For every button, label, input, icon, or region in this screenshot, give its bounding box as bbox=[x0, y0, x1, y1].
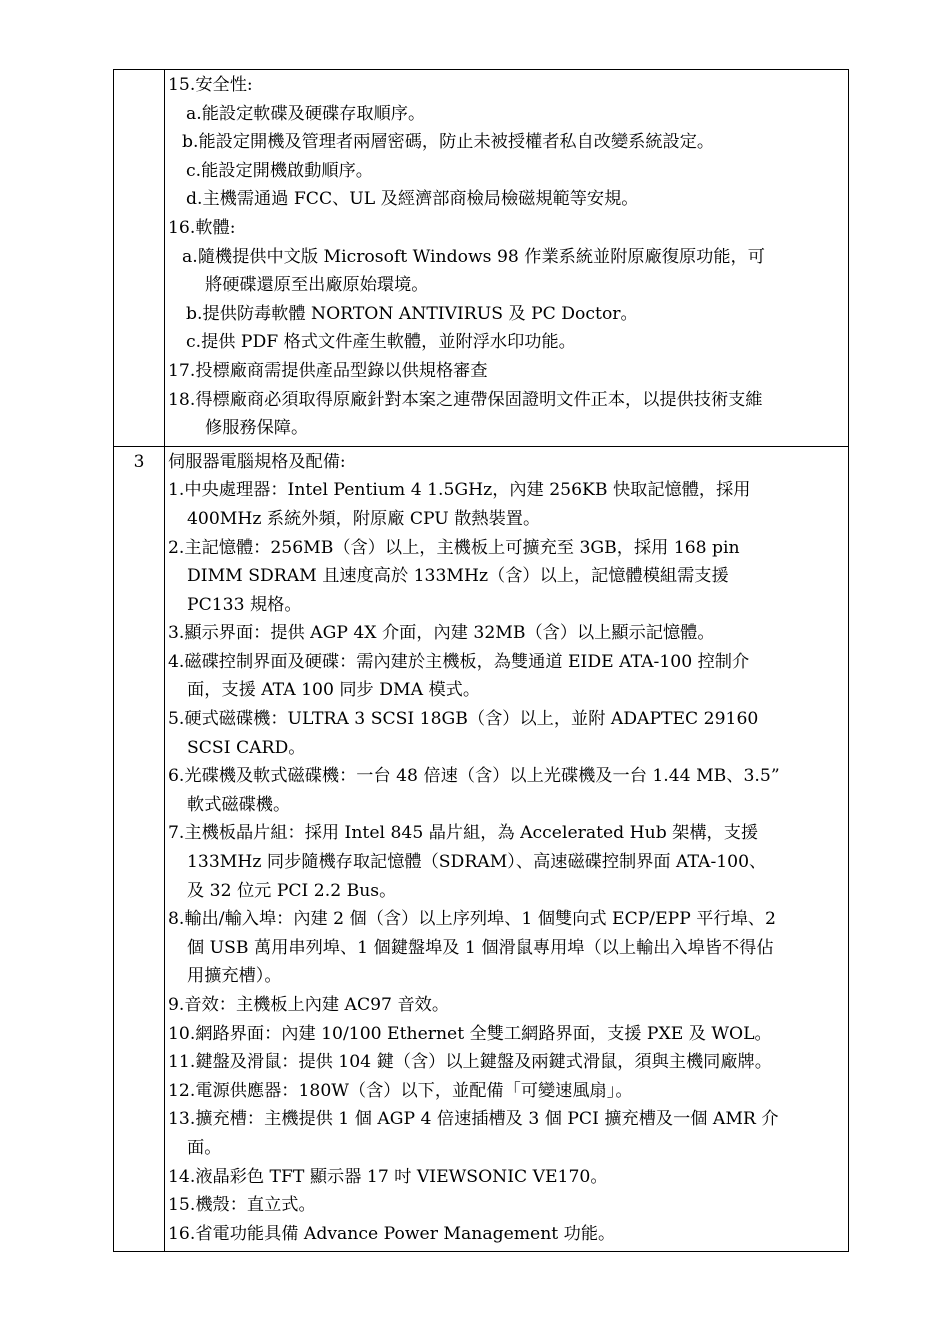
spec-line: 16.省電功能具備 Advance Power Management 功能。 bbox=[168, 1223, 616, 1244]
spec-line: 16.軟體: bbox=[168, 217, 236, 238]
spec-line: a.能設定軟碟及硬碟存取順序。 bbox=[186, 103, 426, 124]
spec-line: 9.音效：主機板上內建 AC97 音效。 bbox=[168, 995, 450, 1015]
spec-description-cell bbox=[165, 70, 849, 447]
spec-line: 個 USB 萬用串列埠、1 個鍵盤埠及 1 個滑鼠專用埠（以上輸出入埠皆不得佔 bbox=[187, 937, 774, 958]
spec-line: 7.主機板晶片組：採用 Intel 845 晶片組，為 Accelerated Hub 架構，支援 bbox=[168, 823, 759, 844]
spec-line: 5.硬式磁碟機：ULTRA 3 SCSI 18GB（含）以上，並附 ADAPTEC 29160 bbox=[168, 709, 759, 730]
spec-line: 及 32 位元 PCI 2.2 Bus。 bbox=[187, 880, 397, 901]
spec-line: 1.中央處理器：Intel Pentium 4 1.5GHz，內建 256KB 快取記憶體，採用 bbox=[168, 480, 751, 501]
spec-line: 12.電源供應器：180W（含）以下，並配備「可變速風扇」。 bbox=[168, 1080, 633, 1101]
spec-line: 軟式磁碟機。 bbox=[187, 794, 291, 815]
spec-line: 10.網路界面：內建 10/100 Ethernet 全雙工網路界面，支援 PXE 及 WOL。 bbox=[168, 1023, 772, 1044]
spec-line: 18.得標廠商必須取得原廠針對本案之連帶保固證明文件正本，以提供技術支維 bbox=[168, 389, 763, 410]
spec-line: 伺服器電腦規格及配備: bbox=[168, 451, 346, 472]
spec-line: 將硬碟還原至出廠原始環境。 bbox=[205, 275, 429, 296]
spec-line: 4.磁碟控制界面及硬碟：需內建於主機板，為雙通道 EIDE ATA-100 控制介 bbox=[168, 651, 750, 672]
spec-line: b.能設定開機及管理者兩層密碼，防止未被授權者私自改變系統設定。 bbox=[182, 132, 715, 153]
spec-line: 用擴充槽）。 bbox=[187, 966, 282, 987]
spec-table bbox=[113, 69, 849, 1252]
spec-line: 17.投標廠商需提供產品型錄以供規格審查 bbox=[168, 360, 488, 381]
item-number-cell: 3 bbox=[114, 446, 165, 1252]
spec-line: d.主機需通過 FCC、UL 及經濟部商檢局檢磁規範等安規。 bbox=[186, 189, 639, 210]
spec-line: 14.液晶彩色 TFT 顯示器 17 吋 VIEWSONIC VE170。 bbox=[168, 1166, 608, 1187]
item-number-cell bbox=[114, 70, 165, 447]
spec-line: a.隨機提供中文版 Microsoft Windows 98 作業系統並附原廠復原功能，可 bbox=[182, 246, 765, 267]
spec-table-body bbox=[114, 70, 849, 1252]
spec-line: 面。 bbox=[187, 1137, 222, 1158]
spec-line: 400MHz 系統外頻，附原廠 CPU 散熱裝置。 bbox=[187, 508, 541, 529]
spec-line: 6.光碟機及軟式磁碟機：一台 48 倍速（含）以上光碟機及一台 1.44 MB、3.5” bbox=[168, 766, 780, 787]
spec-line: 15.機殼：直立式。 bbox=[168, 1195, 316, 1216]
spec-line: c.提供 PDF 格式文件產生軟體，並附浮水印功能。 bbox=[186, 332, 576, 353]
spec-line: 2.主記憶體：256MB（含）以上，主機板上可擴充至 3GB，採用 168 pin bbox=[168, 537, 740, 558]
spec-line: 3.顯示界面：提供 AGP 4X 介面，內建 32MB（含）以上顯示記憶體。 bbox=[168, 623, 715, 644]
spec-line: DIMM SDRAM 且速度高於 133MHz（含）以上，記憶體模組需支援 bbox=[187, 566, 729, 587]
spec-line: SCSI CARD。 bbox=[187, 737, 306, 758]
spec-line: b.提供防毒軟體 NORTON ANTIVIRUS 及 PC Doctor。 bbox=[186, 303, 638, 324]
spec-line: 面，支援 ATA 100 同步 DMA 模式。 bbox=[187, 680, 481, 701]
spec-line: 8.輸出/輸入埠：內建 2 個（含）以上序列埠、1 個雙向式 ECP/EPP 平行埠、2 bbox=[168, 909, 776, 930]
spec-line: 13.擴充槽：主機提供 1 個 AGP 4 倍速插槽及 3 個 PCI 擴充槽及一個 AMR 介 bbox=[168, 1109, 779, 1130]
spec-line: 15.安全性: bbox=[168, 75, 253, 95]
spec-line: c.能設定開機啟動順序。 bbox=[186, 160, 373, 181]
spec-line: 133MHz 同步隨機存取記憶體（SDRAM）、高速磁碟控制界面 ATA-100、 bbox=[187, 852, 767, 873]
table-row bbox=[114, 446, 849, 1252]
spec-line: PC133 規格。 bbox=[187, 594, 302, 615]
spec-description-cell bbox=[165, 446, 849, 1252]
spec-line: 11.鍵盤及滑鼠：提供 104 鍵（含）以上鍵盤及兩鍵式滑鼠，須與主機同廠牌。 bbox=[168, 1052, 772, 1073]
table-row bbox=[114, 70, 849, 447]
spec-line: 修服務保障。 bbox=[205, 418, 309, 439]
